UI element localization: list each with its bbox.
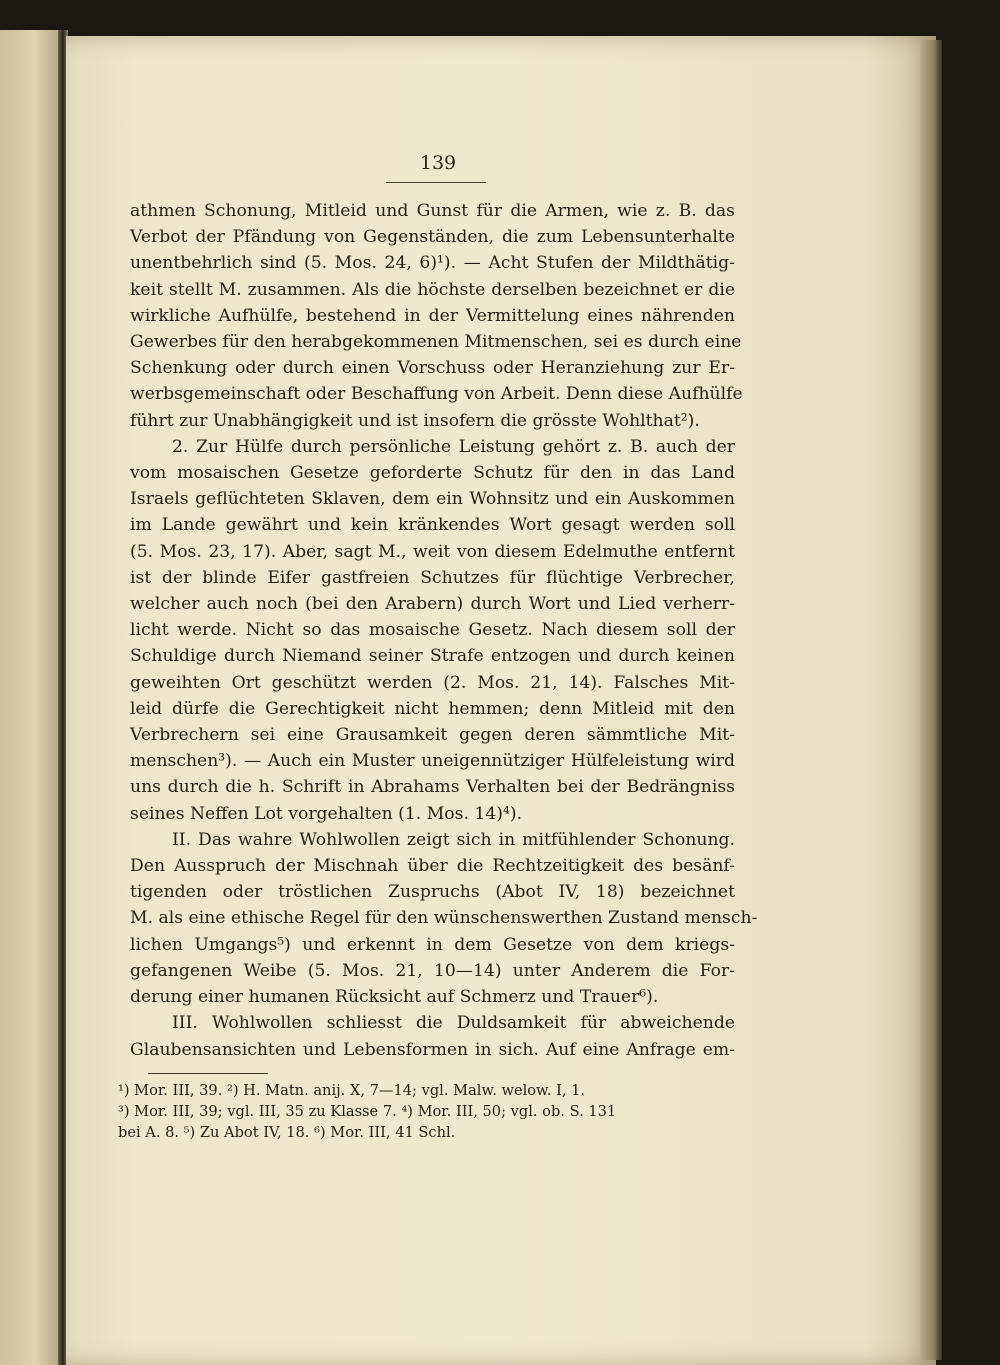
text-line: Verbrechern sei eine Grausamkeit gegen deren sämmtliche Mit- xyxy=(130,725,735,746)
footnote-rule xyxy=(148,1073,268,1074)
page-stack-edge xyxy=(920,40,942,1360)
text-line: (5. Mos. 23, 17). Aber, sagt M., weit von diesem Edelmuthe entfernt xyxy=(130,541,735,562)
footnote-line: ³) Mor. III, 39; vgl. III, 35 zu Klasse 7. ⁴) Mor. III, 50; vgl. ob. S. 131 xyxy=(118,1103,617,1120)
text-line: unentbehrlich sind (5. Mos. 24, 6)¹). — Acht Stufen der Mildthätig- xyxy=(130,253,735,274)
text-line: vom mosaischen Gesetze geforderte Schutz für den in das Land xyxy=(130,463,735,484)
text-line: Gewerbes für den herabgekommenen Mitmenschen, sei es durch eine xyxy=(130,332,742,353)
text-line: 2. Zur Hülfe durch persönliche Leistung gehört z. B. auch der xyxy=(172,436,735,457)
footnote-line: bei A. 8. ⁵) Zu Abot IV, 18. ⁶) Mor. III, 41 Schl. xyxy=(118,1124,456,1141)
text-line: Verbot der Pfändung von Gegenständen, die zum Lebensunterhalte xyxy=(130,227,735,248)
footnotes xyxy=(118,1080,730,1143)
body-text xyxy=(130,198,758,1063)
text-line: III. Wohlwollen schliesst die Duldsamkeit für abweichende xyxy=(172,1013,735,1034)
facing-page-edge xyxy=(0,30,58,1365)
text-line: geweihten Ort geschützt werden (2. Mos. 21, 14). Falsches Mit- xyxy=(130,672,735,693)
text-line: II. Das wahre Wohlwollen zeigt sich in mitfühlender Schonung. xyxy=(172,829,735,850)
text-line: keit stellt M. zusammen. Als die höchste derselben bezeichnet er die xyxy=(130,279,735,300)
text-line: Glaubensansichten und Lebensformen in sich. Auf eine Anfrage em- xyxy=(130,1039,735,1060)
text-line: Schuldige durch Niemand seiner Strafe entzogen und durch keinen xyxy=(130,646,735,667)
page-number-rule xyxy=(386,182,486,183)
text-line: gefangenen Weibe (5. Mos. 21, 10—14) unter Anderem die For- xyxy=(130,960,735,981)
footnote-line: ¹) Mor. III, 39. ²) H. Matn. anij. X, 7—14; vgl. Malw. welow. I, 1. xyxy=(118,1082,586,1099)
text-line: leid dürfe die Gerechtigkeit nicht hemmen; denn Mitleid mit den xyxy=(130,698,735,719)
text-line: uns durch die h. Schrift in Abrahams Verhalten bei der Bedrängniss xyxy=(130,777,735,798)
text-line: tigenden oder tröstlichen Zuspruchs (Abot IV, 18) bezeichnet xyxy=(130,882,735,903)
page-number: 139 xyxy=(419,152,457,174)
text-line: welcher auch noch (bei den Arabern) durch Wort und Lied verherr- xyxy=(130,594,735,615)
text-line: seines Neffen Lot vorgehalten (1. Mos. 14)⁴). xyxy=(130,803,523,824)
text-line: ist der blinde Eifer gastfreien Schutzes für flüchtige Verbrecher, xyxy=(130,567,735,588)
text-line: derung einer humanen Rücksicht auf Schmerz und Trauer⁶). xyxy=(130,987,659,1008)
text-line: lichen Umgangs⁵) und erkennt in dem Gesetze von dem kriegs- xyxy=(130,934,735,955)
text-line: Den Ausspruch der Mischnah über die Rechtzeitigkeit des besänf- xyxy=(130,856,735,877)
text-line: wirkliche Aufhülfe, bestehend in der Vermittelung eines nährenden xyxy=(130,305,735,326)
text-line: menschen³). — Auch ein Muster uneigennütziger Hülfeleistung wird xyxy=(130,751,735,772)
text-line: im Lande gewährt und kein kränkendes Wort gesagt werden soll xyxy=(130,515,735,536)
text-line: M. als eine ethische Regel für den wünschenswerthen Zustand mensch- xyxy=(130,908,758,929)
text-line: Schenkung oder durch einen Vorschuss oder Heranziehung zur Er- xyxy=(130,358,735,379)
text-line: Israels geflüchteten Sklaven, dem ein Wohnsitz und ein Auskommen xyxy=(130,489,735,510)
text-line: athmen Schonung, Mitleid und Gunst für die Armen, wie z. B. das xyxy=(130,201,735,221)
text-line: licht werde. Nicht so das mosaische Gesetz. Nach diesem soll der xyxy=(130,620,735,641)
text-line: führt zur Unabhängigkeit und ist insofern die grösste Wohlthat²). xyxy=(130,410,700,431)
text-line: werbsgemeinschaft oder Beschaffung von Arbeit. Denn diese Aufhülfe xyxy=(130,384,743,405)
